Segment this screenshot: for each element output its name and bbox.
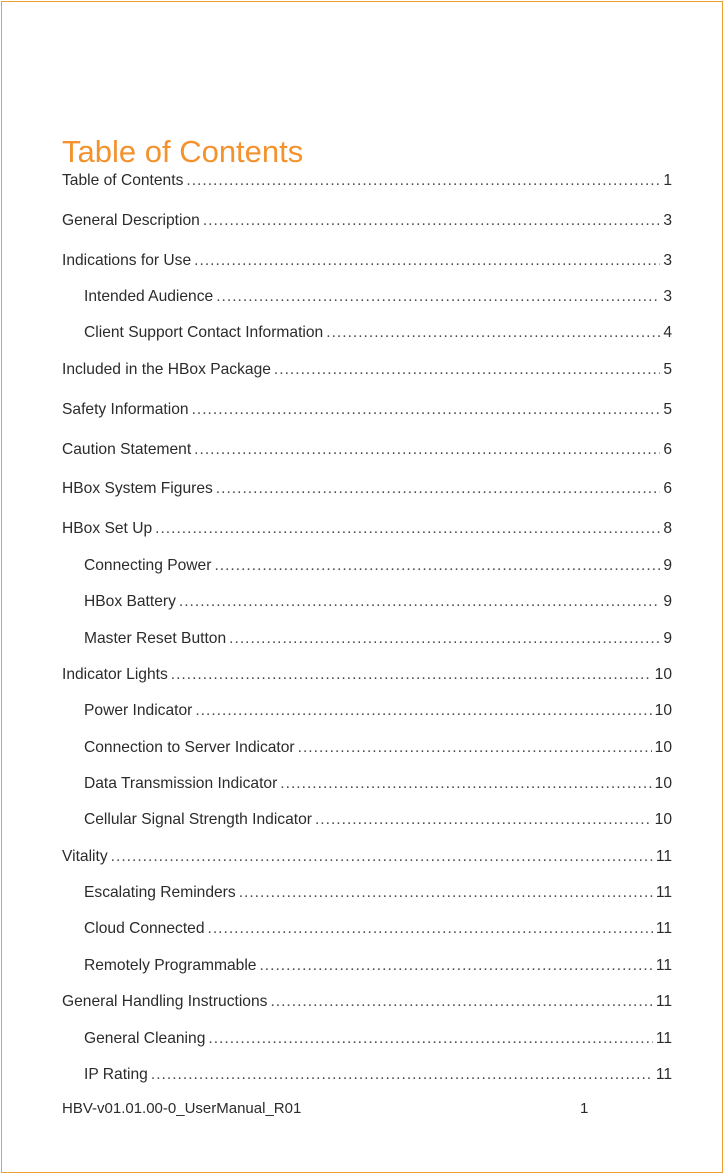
toc-entry-label: Table of Contents	[62, 172, 184, 189]
toc-entry[interactable]	[62, 919, 672, 938]
toc-dot-leader	[208, 919, 653, 938]
toc-dot-leader	[208, 1029, 652, 1048]
toc-entry-label: Data Transmission Indicator	[84, 775, 278, 792]
toc-dot-leader	[203, 211, 661, 230]
toc-entry-label: Indications for Use	[62, 252, 192, 269]
toc-entry-page: 3	[663, 252, 672, 269]
toc-entry[interactable]	[62, 592, 672, 611]
toc-entry-label: Cloud Connected	[84, 920, 205, 937]
toc-entry-label: Vitality	[62, 848, 108, 865]
toc-entry[interactable]	[62, 479, 672, 498]
footer-page-number: 1	[580, 1100, 589, 1117]
toc-entry-page: 10	[654, 775, 672, 792]
toc-entry[interactable]	[62, 738, 672, 757]
toc-entry-page: 10	[654, 702, 672, 719]
toc-entry-page: 11	[655, 1066, 672, 1083]
toc-entry-page: 3	[663, 288, 672, 305]
toc-entry-page: 11	[655, 920, 672, 937]
toc-entry[interactable]	[62, 287, 672, 306]
toc-entry-label: Indicator Lights	[62, 666, 168, 683]
toc-entry-label: Connecting Power	[84, 557, 212, 574]
toc-entry-page: 9	[663, 593, 672, 610]
toc-dot-leader	[194, 440, 660, 459]
toc-entry[interactable]	[62, 1065, 672, 1084]
toc-entry-label: Escalating Reminders	[84, 884, 236, 901]
toc-dot-leader	[151, 1065, 653, 1084]
toc-entry-page: 1	[663, 172, 672, 189]
toc-entry[interactable]	[62, 810, 672, 829]
toc-entry-page: 11	[655, 993, 672, 1010]
toc-dot-leader	[229, 629, 660, 648]
toc-entry-page: 10	[654, 739, 672, 756]
toc-entry[interactable]	[62, 956, 672, 975]
toc-entry-page: 5	[663, 361, 672, 378]
toc-entry-label: Connection to Server Indicator	[84, 739, 295, 756]
toc-entry-label: Intended Audience	[84, 288, 214, 305]
toc-entry[interactable]	[62, 1029, 672, 1048]
toc-entry[interactable]	[62, 629, 672, 648]
toc-entry-page: 9	[663, 630, 672, 647]
toc-entry[interactable]	[62, 774, 672, 793]
toc-entry[interactable]	[62, 211, 672, 230]
toc-entry-page: 9	[663, 557, 672, 574]
toc-entry-label: Power Indicator	[84, 702, 193, 719]
footer-document-id: HBV-v01.01.00-0_UserManual_R01	[62, 1100, 302, 1117]
toc-entry-label: HBox System Figures	[62, 480, 213, 497]
toc-entry[interactable]	[62, 440, 672, 459]
toc-dot-leader	[155, 519, 660, 538]
toc-entry-page: 11	[655, 1030, 672, 1047]
toc-entry-page: 4	[663, 324, 672, 341]
toc-dot-leader	[259, 956, 652, 975]
toc-dot-leader	[194, 251, 660, 270]
toc-entry-page: 10	[654, 666, 672, 683]
toc-entry-page: 5	[663, 401, 672, 418]
toc-entry[interactable]	[62, 847, 672, 866]
toc-entry[interactable]	[62, 171, 672, 190]
toc-entry-label: General Description	[62, 212, 200, 229]
toc-entry-label: Caution Statement	[62, 441, 192, 458]
toc-entry-page: 8	[663, 520, 672, 537]
toc-dot-leader	[274, 360, 660, 379]
toc-dot-leader	[186, 171, 660, 190]
toc-entry-label: General Cleaning	[84, 1030, 206, 1047]
toc-entry-label: Included in the HBox Package	[62, 361, 271, 378]
toc-entry[interactable]	[62, 360, 672, 379]
toc-entry-label: Cellular Signal Strength Indicator	[84, 811, 312, 828]
toc-entry[interactable]	[62, 556, 672, 575]
toc-dot-leader	[315, 810, 652, 829]
toc-entry-label: Client Support Contact Information	[84, 324, 324, 341]
toc-dot-leader	[239, 883, 653, 902]
toc-dot-leader	[171, 665, 652, 684]
toc-heading: Table of Contents	[62, 134, 304, 169]
toc-dot-leader	[179, 592, 660, 611]
toc-dot-leader	[270, 992, 652, 1011]
toc-entry[interactable]	[62, 400, 672, 419]
toc-entry-label: Remotely Programmable	[84, 957, 257, 974]
toc-dot-leader	[216, 287, 660, 306]
toc-dot-leader	[280, 774, 651, 793]
toc-entry[interactable]	[62, 883, 672, 902]
toc-entry[interactable]	[62, 323, 672, 342]
toc-entry-label: IP Rating	[84, 1066, 148, 1083]
toc-entry[interactable]	[62, 992, 672, 1011]
toc-dot-leader	[195, 701, 651, 720]
toc-entry-page: 10	[654, 811, 672, 828]
toc-entry-page: 11	[655, 957, 672, 974]
toc-entry-label: Master Reset Button	[84, 630, 227, 647]
toc-dot-leader	[111, 847, 653, 866]
toc-entry[interactable]	[62, 519, 672, 538]
toc-entry[interactable]	[62, 665, 672, 684]
toc-dot-leader	[216, 479, 661, 498]
toc-entry-page: 11	[655, 884, 672, 901]
toc-entry-page: 3	[663, 212, 672, 229]
toc-entry[interactable]	[62, 701, 672, 720]
toc-entry-label: HBox Battery	[84, 593, 176, 610]
toc-entry-page: 6	[663, 480, 672, 497]
toc-dot-leader	[298, 738, 652, 757]
toc-dot-leader	[192, 400, 661, 419]
toc-entry-label: General Handling Instructions	[62, 993, 268, 1010]
toc-dot-leader	[214, 556, 660, 575]
toc-entry-label: HBox Set Up	[62, 520, 153, 537]
toc-entry[interactable]	[62, 251, 672, 270]
toc-entry-page: 6	[663, 441, 672, 458]
toc-entry-page: 11	[655, 848, 672, 865]
toc-entry-label: Safety Information	[62, 401, 189, 418]
toc-dot-leader	[326, 323, 660, 342]
